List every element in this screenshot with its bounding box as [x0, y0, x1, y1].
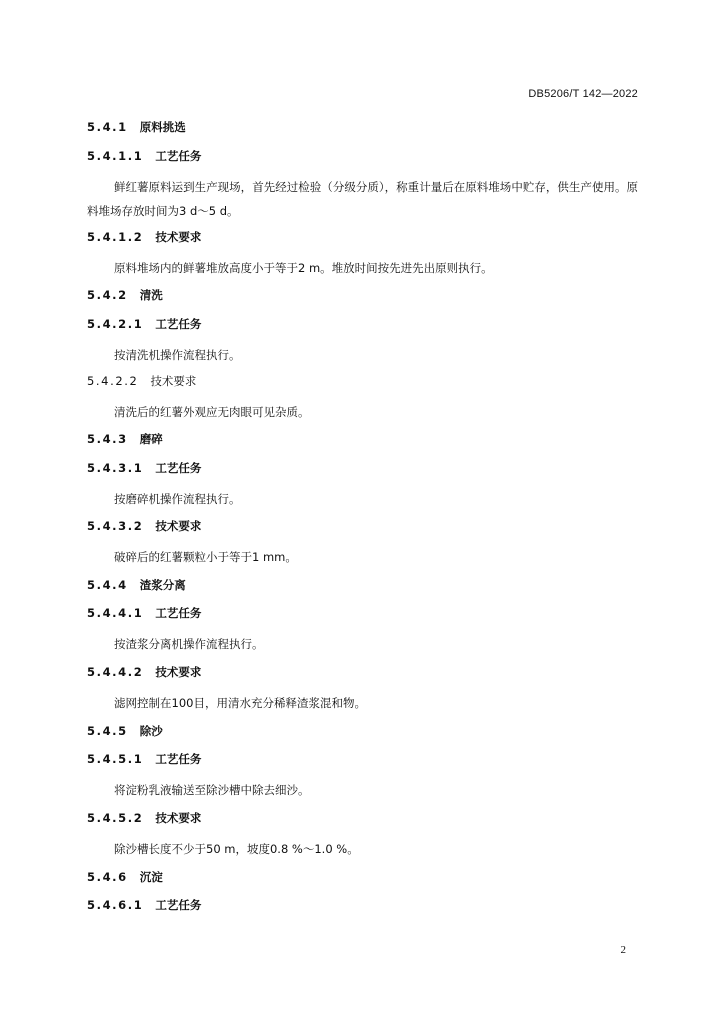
- section-heading: [87, 896, 638, 915]
- section-number: 5.4.6: [87, 870, 128, 884]
- section-title: 技术要求: [150, 374, 197, 388]
- section-title: 工艺任务: [155, 752, 202, 766]
- section-heading: [87, 118, 638, 137]
- section-heading: [87, 228, 638, 247]
- section-title: 清洗: [139, 288, 163, 302]
- section-heading: [87, 430, 638, 449]
- section-heading: [87, 459, 638, 478]
- section-title: 渣浆分离: [139, 578, 186, 592]
- section-title: 原料挑选: [139, 120, 186, 134]
- section-heading: [87, 604, 638, 623]
- section-title: 工艺任务: [155, 149, 202, 163]
- section-number: 5.4.1.1: [87, 149, 144, 163]
- section-heading: [87, 868, 638, 887]
- paragraph: 按渣浆分离机操作流程执行。: [114, 637, 264, 651]
- section-title: 工艺任务: [155, 606, 202, 620]
- section-heading: [87, 372, 638, 391]
- paragraph: 破碎后的红薯颗粒小于等于1 mm。: [114, 550, 297, 564]
- page-number: 2: [620, 944, 626, 956]
- section-number: 5.4.5: [87, 724, 128, 738]
- section-heading: [87, 750, 638, 769]
- paragraph: 原料堆场内的鲜薯堆放高度小于等于2 m。堆放时间按先进先出原则执行。: [114, 261, 493, 275]
- section-number: 5.4.6.1: [87, 898, 144, 912]
- paragraph: 鲜红薯原料运到生产现场，首先经过检验（分级分质），称重计量后在原料堆场中贮存，供生产使用。原料堆场存放时间为3 d～5 d。: [87, 180, 638, 218]
- section-number: 5.4.3: [87, 432, 128, 446]
- paragraph: 按磨碎机操作流程执行。: [114, 492, 241, 506]
- section-number: 5.4.2.2: [87, 374, 139, 388]
- section-heading: [87, 147, 638, 166]
- section-number: 5.4.4: [87, 578, 128, 592]
- section-title: 技术要求: [155, 665, 202, 679]
- section-number: 5.4.3.1: [87, 461, 144, 475]
- paragraph: 清洗后的红薯外观应无肉眼可见杂质。: [114, 405, 310, 419]
- document-code: DB5206/T 142—2022: [528, 88, 638, 100]
- section-title: 工艺任务: [155, 317, 202, 331]
- section-title: 技术要求: [155, 519, 202, 533]
- section-number: 5.4.2.1: [87, 317, 144, 331]
- paragraph: 除沙槽长度不少于50 m，坡度0.8 %～1.0 %。: [114, 842, 359, 856]
- paragraph: 将淀粉乳液输送至除沙槽中除去细沙。: [114, 783, 310, 797]
- section-title: 工艺任务: [155, 461, 202, 475]
- section-title: 工艺任务: [155, 898, 202, 912]
- section-number: 5.4.5.2: [87, 811, 144, 825]
- section-heading: [87, 722, 638, 741]
- section-number: 5.4.2: [87, 288, 128, 302]
- section-number: 5.4.3.2: [87, 519, 144, 533]
- section-heading: [87, 286, 638, 305]
- section-number: 5.4.4.2: [87, 665, 144, 679]
- section-number: 5.4.5.1: [87, 752, 144, 766]
- section-number: 5.4.1.2: [87, 230, 144, 244]
- section-heading: [87, 517, 638, 536]
- section-heading: [87, 809, 638, 828]
- section-title: 除沙: [139, 724, 163, 738]
- section-title: 磨碎: [139, 432, 163, 446]
- section-number: 5.4.4.1: [87, 606, 144, 620]
- section-title: 技术要求: [155, 230, 202, 244]
- paragraph: 按清洗机操作流程执行。: [114, 348, 241, 362]
- section-number: 5.4.1: [87, 120, 128, 134]
- section-title: 沉淀: [139, 870, 163, 884]
- section-heading: [87, 576, 638, 595]
- section-heading: [87, 315, 638, 334]
- paragraph: 滤网控制在100目，用清水充分稀释渣浆混和物。: [114, 696, 366, 710]
- section-title: 技术要求: [155, 811, 202, 825]
- section-heading: [87, 663, 638, 682]
